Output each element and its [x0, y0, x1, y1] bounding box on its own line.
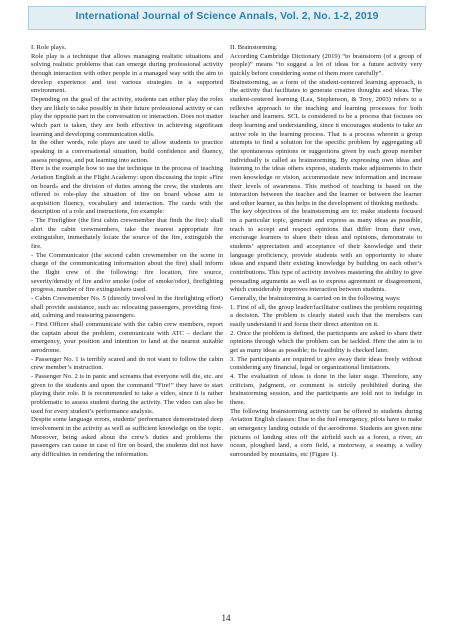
page-number: 14: [221, 613, 231, 623]
journal-title: International Journal of Science Annals, Vol. 2, No. 1-2, 2019: [75, 11, 379, 22]
heading-role-plays: I. Role plays.: [31, 44, 67, 51]
list-item: 3. The participants are required to give away their ideas freely without considering any financial, legal or organizational limitations.: [230, 355, 422, 372]
paragraph: In the other words, role plays are used to allow students to practice speaking in a conversational situation, build confidence and fluency, assess progress, and put learning into action.: [31, 139, 223, 164]
journal-header-bar: [28, 6, 426, 30]
left-column: [31, 44, 223, 460]
paragraph: Brainstorming, as a form of the student-centered learning approach, is the activity that facilitates to generate creative thoughts and ideas. The student-centered learning (Lea, Stephenson, & Troy, 2003) refers to a reflexive approach to the teaching and learning processes for both teacher and learners. SCL is considered to be a process that focuses on deep learning and understanding, since it encourages students to take an active role in the learning process. That is a process wherein a group attempts to find a solution for the specific problem by aggregating all the spontaneous opinions or suggestions given by each group member individually is called as brainstorming. By expressing own ideas and listening to the ideas others express, students make adjustments to their own knowledge or vision, accommodate new information and increase their levels of awareness. This method of teaching is based on the interaction between the teacher and the learner or between the learner and other learner, as this helps in the development of thinking methods.: [230, 78, 422, 207]
list-item: 1. First of all, the group leader/facilitator outlines the problem requiring a decision. The problem is clearly stated such that the members can easily understand it and focus their direct attention on it.: [230, 303, 422, 328]
paragraph: The key objectives of the brainstorming are to: make students focused on a particular topic, generate and express as many ideas as possible, teach to accept and respect opinions that differ from their own, encourage learners to share their ideas and opinions, demonstrate to students’ appreciation and acceptance of their knowledge and their language proficiency, provide students with an opportunity to share ideas and expand their existing knowledge by building on each other’s contributions. This type of activity involves mastering the ability to give persuading arguments as well as to express agreement or disagreement, which considerably improves interaction between students.: [230, 208, 422, 294]
role-passenger-2: - Passenger No. 2 is in panic and screams that everyone will die, etc. are given to the students and upon the command “Fire!” they have to start playing their role. It is recommended to take a video, since it is rather problematic to assess student during the activity. The video can also be used for every student’s performance analysis.: [31, 372, 223, 415]
paragraph: Role play is a technique that allows managing realistic situations and solving realistic problems that can emerge during professional activity through interaction with other people in a managed way with the aim to develop experience and test various strategies in a supported environment.: [31, 52, 223, 95]
paragraph: Here is the example how to use the technique in the process of teaching Aviation English at the Flight Academy: upon discussing the topic «Fire on board» and the division of duties among the crew, the students are offered to role-play the situation of fire on board whose aim is acquisition fluency, vocabulary and interaction. The cards with the description of a role and instructions, for example:: [31, 165, 223, 216]
heading-brainstorming: II. Brainstorming.: [230, 44, 278, 51]
role-first-officer: - First Officer shall communicate with the cabin crew members, report the captain about the problem, communicate with ATC – declare the emergency, your position and intention to land at the nearest suitable aerodrome.: [31, 321, 223, 354]
role-passenger-1: - Passenger No. 1 is terribly scared and do not want to follow the cabin crew member’s instruction.: [31, 355, 223, 372]
paragraph: Depending on the goal of the activity, students can either play the roles they are likely to take possibly in their future professional activity or can play the opposite part in the conversation or interaction. Does not matter which part is taken, they are both effective in achieving significant learning and developing communication skills.: [31, 95, 223, 138]
paragraph: Generally, the brainstorming is carried on in the following ways:: [230, 295, 401, 303]
role-cabin-crewmember: - Cabin Crewmember No. 5 (directly involved in the firefighting effort) shall provide assistance, such as: relocating passengers, providing first-aid, calming and reassuring passengers.: [31, 295, 223, 320]
paragraph: The following brainstorming activity can be offered to students during Aviation English classes: Due to the fuel emergency, pilots have to make an emergency landing outside of the aerodrome. Students are given nine pictures of landing sites off the airfield such as a forest, a river, an ocean, ploughed land, a corn field, a motorway, a swamp, a valley surrounded by mountains, etc (Figure 1).: [230, 407, 422, 458]
role-communicator: - The Communicator (the second cabin crewmember on the scene in charge of the communicating information about the fire) shall inform the flight crew of the following: fire location, fire source, severity/density of fire and/or smoke (odor of smoke/odor), firefighting progress, number of fire extinguishers used.: [31, 251, 223, 294]
role-firefighter: - The Firefighter (the first cabin crewmember that finds the fire): shall alert the cabin crewmembers, take the nearest appropriate fire extinguisher, immediately locate the source of the fire, extinguish the fire.: [31, 217, 223, 251]
right-column: [230, 44, 422, 460]
list-item: 2. Once the problem is defined, the participants are asked to share their opinions through which the problem can be tackled. Here the aim is to get as many ideas as possible; its feasibility is checked later.: [230, 329, 422, 354]
list-item: 4. The evaluation of ideas is done in the later stage. Therefore, any criticism, judgment, or comment is strictly prohibited during the brainstorming session, and the participants are told not to indulge in these.: [230, 372, 422, 406]
paragraph: According Cambridge Dictionary (2019) “to brainstorm (of a group of people)” means “to suggest a lot of ideas for a future activity very quickly before considering some of them more carefully”.: [230, 52, 422, 77]
paragraph: Despite some language errors, students’ performance demonstrated deep involvement in the activity as well as sufficient knowledge on the topic. Moreover, being asked about the crew’s duties and problems the passengers can cause in case of fire on board, the students did not have any difficulties in rendering the information.: [31, 416, 223, 458]
